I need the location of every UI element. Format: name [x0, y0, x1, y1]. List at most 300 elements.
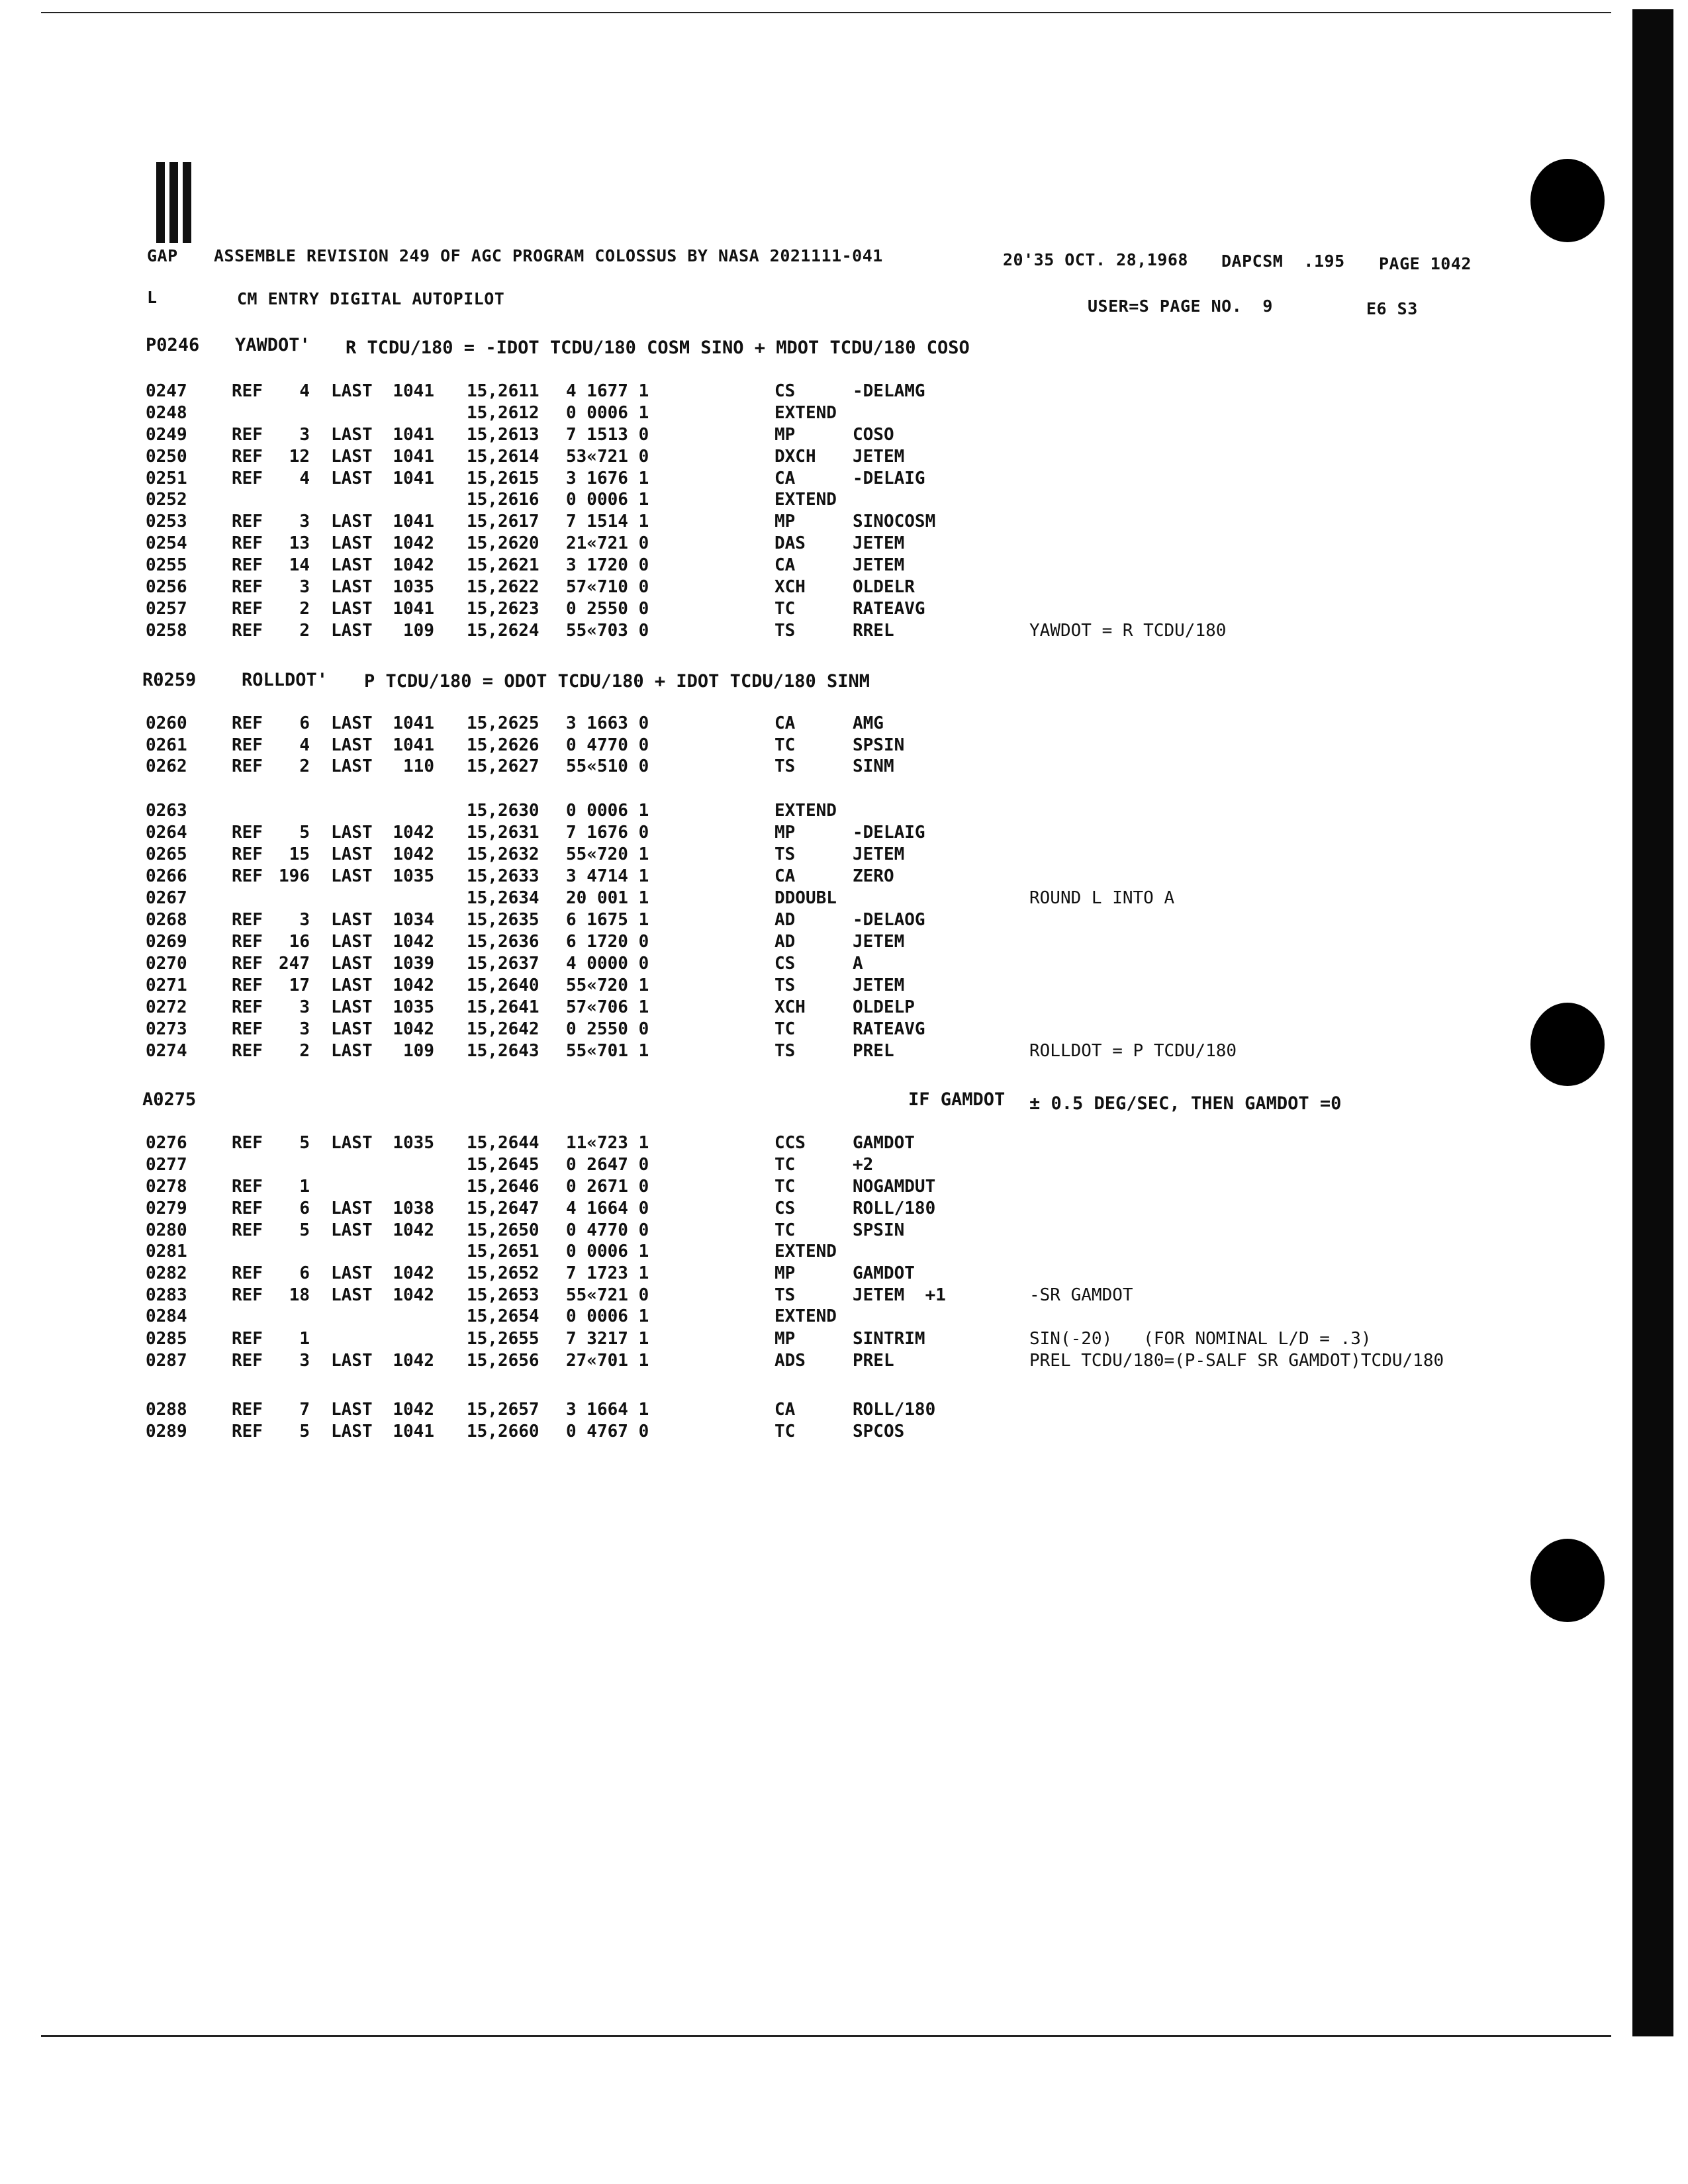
last-label: LAST — [331, 555, 373, 575]
octal-code: 55«720 1 — [566, 844, 649, 864]
opcode: AD — [774, 910, 796, 930]
listing-row — [0, 533, 1688, 556]
address: 15,2625 — [467, 713, 539, 733]
ref-count: 4 — [299, 469, 310, 488]
listing-row — [0, 403, 1688, 426]
ref-count: 3 — [299, 577, 310, 597]
line-number: 0283 — [146, 1285, 187, 1305]
last-page: 1042 — [393, 844, 434, 864]
octal-code: 3 1664 1 — [566, 1400, 649, 1420]
listing-row — [0, 1422, 1688, 1444]
last-label: LAST — [331, 954, 373, 974]
opcode: TC — [774, 599, 796, 619]
ref-label: REF — [232, 1400, 263, 1420]
listing-row — [0, 381, 1688, 404]
opcode: TC — [774, 1177, 796, 1197]
listing-row — [0, 801, 1688, 823]
listing-row — [0, 1220, 1688, 1243]
last-page: 1041 — [393, 713, 434, 733]
address: 15,2630 — [467, 801, 539, 821]
opcode: CCS — [774, 1133, 806, 1153]
opcode: TS — [774, 1041, 796, 1061]
ref-label: REF — [232, 1220, 263, 1240]
octal-code: 57«706 1 — [566, 997, 649, 1017]
octal-code: 55«703 0 — [566, 621, 649, 641]
ref-label: REF — [232, 976, 263, 995]
last-page: 1038 — [393, 1199, 434, 1218]
listing-row — [0, 756, 1688, 779]
opcode: TC — [774, 1220, 796, 1240]
operand: COSO — [853, 425, 894, 445]
ref-count: 13 — [289, 533, 310, 553]
ref-label: REF — [232, 512, 263, 531]
last-page: 1041 — [393, 512, 434, 531]
address: 15,2626 — [467, 735, 539, 755]
address: 15,2631 — [467, 823, 539, 842]
ref-label: REF — [232, 823, 263, 842]
last-page: 1042 — [393, 1019, 434, 1039]
octal-code: 0 4767 0 — [566, 1422, 649, 1441]
last-label: LAST — [331, 735, 373, 755]
address: 15,2623 — [467, 599, 539, 619]
address: 15,2637 — [467, 954, 539, 974]
section-id-roll: R0259 — [142, 670, 197, 690]
section-id-yaw: P0246 — [146, 335, 200, 355]
octal-code: 55«720 1 — [566, 976, 649, 995]
listing-row — [0, 735, 1688, 758]
ref-count: 5 — [299, 1220, 310, 1240]
line-number: 0272 — [146, 997, 187, 1017]
ref-label: REF — [232, 577, 263, 597]
line-number: 0262 — [146, 756, 187, 776]
section-id-gam: A0275 — [142, 1089, 197, 1110]
left-tag: L — [147, 288, 158, 307]
address: 15,2632 — [467, 844, 539, 864]
opcode: TS — [774, 976, 796, 995]
ref-label: REF — [232, 713, 263, 733]
operand: NOGAMDUT — [853, 1177, 936, 1197]
last-page: 1042 — [393, 823, 434, 842]
last-page: 1041 — [393, 735, 434, 755]
opcode: TC — [774, 735, 796, 755]
ref-count: 5 — [299, 823, 310, 842]
listing-row — [0, 1400, 1688, 1422]
listing-row — [0, 997, 1688, 1020]
address: 15,2633 — [467, 866, 539, 886]
listing-row — [0, 1329, 1688, 1351]
address: 15,2640 — [467, 976, 539, 995]
ref-count: 3 — [299, 1351, 310, 1371]
ref-count: 15 — [289, 844, 310, 864]
octal-code: 3 1663 0 — [566, 713, 649, 733]
ref-label: REF — [232, 533, 263, 553]
last-label: LAST — [331, 756, 373, 776]
opcode: CS — [774, 381, 796, 401]
octal-code: 55«510 0 — [566, 756, 649, 776]
line-number: 0276 — [146, 1133, 187, 1153]
operand: PREL — [853, 1351, 894, 1371]
last-label: LAST — [331, 1199, 373, 1218]
last-label: LAST — [331, 512, 373, 531]
last-page: 1041 — [393, 425, 434, 445]
ref-label: REF — [232, 1422, 263, 1441]
operand: JETEM — [853, 932, 905, 952]
operand: ZERO — [853, 866, 894, 886]
address: 15,2641 — [467, 997, 539, 1017]
last-page: 1042 — [393, 976, 434, 995]
listing-row — [0, 954, 1688, 976]
section-label-yaw: YAWDOT' — [235, 335, 310, 355]
last-label: LAST — [331, 1220, 373, 1240]
octal-code: 7 3217 1 — [566, 1329, 649, 1349]
ref-count: 1 — [299, 1329, 310, 1349]
ref-count: 247 — [279, 954, 310, 974]
opcode: TS — [774, 1285, 796, 1305]
line-number: 0252 — [146, 490, 187, 510]
line-number: 0277 — [146, 1155, 187, 1175]
code-ref: E6 S3 — [1366, 299, 1418, 318]
octal-code: 55«701 1 — [566, 1041, 649, 1061]
assembly-title: ASSEMBLE REVISION 249 OF AGC PROGRAM COLOSSUS BY NASA 2021111-041 — [214, 246, 883, 265]
operand: SPSIN — [853, 1220, 905, 1240]
ref-label: REF — [232, 997, 263, 1017]
octal-code: 7 1513 0 — [566, 425, 649, 445]
line-number: 0265 — [146, 844, 187, 864]
ref-count: 2 — [299, 621, 310, 641]
operand: OLDELP — [853, 997, 915, 1017]
opcode: EXTEND — [774, 801, 837, 821]
operand: JETEM — [853, 976, 905, 995]
line-number: 0254 — [146, 533, 187, 553]
opcode: EXTEND — [774, 403, 837, 423]
ref-count: 18 — [289, 1285, 310, 1305]
opcode: MP — [774, 512, 796, 531]
page-number: PAGE 1042 — [1379, 254, 1472, 273]
ref-label: REF — [232, 447, 263, 467]
opcode: CA — [774, 1400, 796, 1420]
line-number: 0250 — [146, 447, 187, 467]
ref-count: 6 — [299, 713, 310, 733]
line-number: 0287 — [146, 1351, 187, 1371]
binder-hole-bottom — [1530, 1539, 1605, 1622]
line-number: 0289 — [146, 1422, 187, 1441]
line-number: 0278 — [146, 1177, 187, 1197]
opcode: EXTEND — [774, 490, 837, 510]
opcode: DDOUBL — [774, 888, 837, 908]
address: 15,2643 — [467, 1041, 539, 1061]
address: 15,2635 — [467, 910, 539, 930]
octal-code: 0 0006 1 — [566, 490, 649, 510]
listing-row — [0, 1306, 1688, 1329]
last-page: 1042 — [393, 1400, 434, 1420]
listing-row — [0, 1019, 1688, 1042]
listing-row — [0, 555, 1688, 578]
line-number: 0269 — [146, 932, 187, 952]
address: 15,2613 — [467, 425, 539, 445]
last-page: 1039 — [393, 954, 434, 974]
operand: JETEM — [853, 555, 905, 575]
listing-row — [0, 1155, 1688, 1177]
octal-code: 4 1677 1 — [566, 381, 649, 401]
last-label: LAST — [331, 823, 373, 842]
octal-code: 3 1676 1 — [566, 469, 649, 488]
last-page: 1035 — [393, 577, 434, 597]
line-number: 0257 — [146, 599, 187, 619]
operand: JETEM +1 — [853, 1285, 946, 1305]
octal-code: 4 0000 0 — [566, 954, 649, 974]
comment: PREL TCDU/180=(P-SALF SR GAMDOT)TCDU/180 — [1029, 1351, 1444, 1371]
binder-hole-top — [1530, 159, 1605, 242]
line-number: 0258 — [146, 621, 187, 641]
octal-code: 21«721 0 — [566, 533, 649, 553]
line-number: 0282 — [146, 1263, 187, 1283]
line-number: 0249 — [146, 425, 187, 445]
octal-code: 55«721 0 — [566, 1285, 649, 1305]
octal-code: 3 4714 1 — [566, 866, 649, 886]
ref-count: 2 — [299, 1041, 310, 1061]
address: 15,2627 — [467, 756, 539, 776]
operand: JETEM — [853, 533, 905, 553]
address: 15,2636 — [467, 932, 539, 952]
ref-label: REF — [232, 621, 263, 641]
address: 15,2644 — [467, 1133, 539, 1153]
line-number: 0273 — [146, 1019, 187, 1039]
last-page: 1035 — [393, 866, 434, 886]
line-number: 0274 — [146, 1041, 187, 1061]
address: 15,2646 — [467, 1177, 539, 1197]
last-page: 1041 — [393, 599, 434, 619]
last-page: 1035 — [393, 1133, 434, 1153]
address: 15,2620 — [467, 533, 539, 553]
last-page: 110 — [403, 756, 434, 776]
ref-count: 4 — [299, 381, 310, 401]
ref-count: 3 — [299, 512, 310, 531]
last-page: 1041 — [393, 1422, 434, 1441]
ref-label: REF — [232, 932, 263, 952]
line-number: 0267 — [146, 888, 187, 908]
ref-count: 14 — [289, 555, 310, 575]
operand: RATEAVG — [853, 1019, 925, 1039]
operand: RREL — [853, 621, 894, 641]
ref-count: 2 — [299, 599, 310, 619]
line-number: 0279 — [146, 1199, 187, 1218]
opcode: EXTEND — [774, 1242, 837, 1261]
operand: OLDELR — [853, 577, 915, 597]
ref-count: 7 — [299, 1400, 310, 1420]
octal-code: 3 1720 0 — [566, 555, 649, 575]
last-label: LAST — [331, 932, 373, 952]
octal-code: 6 1675 1 — [566, 910, 649, 930]
line-number: 0260 — [146, 713, 187, 733]
operand: +2 — [853, 1155, 874, 1175]
last-label: LAST — [331, 1133, 373, 1153]
listing-row — [0, 512, 1688, 534]
line-number: 0261 — [146, 735, 187, 755]
listing-row — [0, 599, 1688, 621]
last-label: LAST — [331, 976, 373, 995]
dap-id: DAPCSM .195 — [1221, 251, 1345, 271]
ref-label: REF — [232, 555, 263, 575]
ref-count: 5 — [299, 1133, 310, 1153]
address: 15,2653 — [467, 1285, 539, 1305]
address: 15,2617 — [467, 512, 539, 531]
listing-row — [0, 910, 1688, 933]
line-number: 0264 — [146, 823, 187, 842]
operand: GAMDOT — [853, 1133, 915, 1153]
octal-code: 0 0006 1 — [566, 1242, 649, 1261]
opcode: TS — [774, 756, 796, 776]
last-label: LAST — [331, 1285, 373, 1305]
opcode: TC — [774, 1019, 796, 1039]
ref-count: 4 — [299, 735, 310, 755]
listing-row — [0, 866, 1688, 889]
address: 15,2652 — [467, 1263, 539, 1283]
line-number: 0288 — [146, 1400, 187, 1420]
line-number: 0280 — [146, 1220, 187, 1240]
octal-code: 0 4770 0 — [566, 735, 649, 755]
address: 15,2624 — [467, 621, 539, 641]
line-number: 0247 — [146, 381, 187, 401]
ref-count: 2 — [299, 756, 310, 776]
operand: ROLL/180 — [853, 1400, 936, 1420]
line-number: 0251 — [146, 469, 187, 488]
address: 15,2616 — [467, 490, 539, 510]
listing-row — [0, 844, 1688, 867]
last-label: LAST — [331, 599, 373, 619]
last-label: LAST — [331, 447, 373, 467]
marker-label: GAP — [147, 246, 178, 265]
line-number: 0270 — [146, 954, 187, 974]
ref-label: REF — [232, 954, 263, 974]
octal-code: 0 2550 0 — [566, 1019, 649, 1039]
opcode: CA — [774, 713, 796, 733]
octal-code: 0 2647 0 — [566, 1155, 649, 1175]
ref-label: REF — [232, 1329, 263, 1349]
last-label: LAST — [331, 1400, 373, 1420]
address: 15,2647 — [467, 1199, 539, 1218]
ref-count: 5 — [299, 1422, 310, 1441]
octal-code: 7 1514 1 — [566, 512, 649, 531]
ref-count: 3 — [299, 910, 310, 930]
listing-row — [0, 1285, 1688, 1308]
operand: SPSIN — [853, 735, 905, 755]
last-label: LAST — [331, 997, 373, 1017]
line-number: 0266 — [146, 866, 187, 886]
ref-label: REF — [232, 599, 263, 619]
octal-code: 7 1723 1 — [566, 1263, 649, 1283]
address: 15,2660 — [467, 1422, 539, 1441]
last-page: 1041 — [393, 381, 434, 401]
last-label: LAST — [331, 910, 373, 930]
last-page: 1042 — [393, 1351, 434, 1371]
octal-code: 0 2671 0 — [566, 1177, 649, 1197]
opcode: MP — [774, 425, 796, 445]
address: 15,2634 — [467, 888, 539, 908]
opcode: MP — [774, 1263, 796, 1283]
operand: ROLL/180 — [853, 1199, 936, 1218]
octal-code: 27«701 1 — [566, 1351, 649, 1371]
comment: ROLLDOT = P TCDU/180 — [1029, 1041, 1237, 1061]
comment: ROUND L INTO A — [1029, 888, 1175, 908]
octal-code: 0 0006 1 — [566, 403, 649, 423]
line-number: 0271 — [146, 976, 187, 995]
octal-code: 6 1720 0 — [566, 932, 649, 952]
ref-count: 3 — [299, 997, 310, 1017]
ref-label: REF — [232, 381, 263, 401]
address: 15,2642 — [467, 1019, 539, 1039]
last-page: 1042 — [393, 1220, 434, 1240]
listing-row — [0, 1133, 1688, 1156]
opcode: MP — [774, 823, 796, 842]
ref-count: 12 — [289, 447, 310, 467]
octal-code: 0 0006 1 — [566, 801, 649, 821]
last-label: LAST — [331, 866, 373, 886]
opcode: TS — [774, 621, 796, 641]
line-number: 0248 — [146, 403, 187, 423]
line-number: 0285 — [146, 1329, 187, 1349]
operand: SINM — [853, 756, 894, 776]
octal-code: 7 1676 0 — [566, 823, 649, 842]
ref-label: REF — [232, 866, 263, 886]
ref-label: REF — [232, 1285, 263, 1305]
last-label: LAST — [331, 533, 373, 553]
address: 15,2654 — [467, 1306, 539, 1326]
last-label: LAST — [331, 577, 373, 597]
listing-row — [0, 1041, 1688, 1064]
last-page: 109 — [403, 621, 434, 641]
operand: JETEM — [853, 447, 905, 467]
operand: GAMDOT — [853, 1263, 915, 1283]
listing-row — [0, 1263, 1688, 1286]
opcode: CS — [774, 954, 796, 974]
line-number: 0263 — [146, 801, 187, 821]
last-label: LAST — [331, 1351, 373, 1371]
last-label: LAST — [331, 1019, 373, 1039]
octal-code: 0 2550 0 — [566, 599, 649, 619]
address: 15,2611 — [467, 381, 539, 401]
opcode: XCH — [774, 577, 806, 597]
octal-code: 0 4770 0 — [566, 1220, 649, 1240]
operand: RATEAVG — [853, 599, 925, 619]
last-label: LAST — [331, 425, 373, 445]
opcode: CA — [774, 866, 796, 886]
last-page: 109 — [403, 1041, 434, 1061]
listing-row — [0, 621, 1688, 643]
opcode: DXCH — [774, 447, 816, 467]
ref-label: REF — [232, 1351, 263, 1371]
section-formula-yaw: R TCDU/180 = -IDOT TCDU/180 COSM SINO + MDOT TCDU/180 COSO — [346, 338, 970, 358]
opcode: CS — [774, 1199, 796, 1218]
address: 15,2657 — [467, 1400, 539, 1420]
ref-count: 3 — [299, 425, 310, 445]
ref-label: REF — [232, 756, 263, 776]
section-formula-roll: P TCDU/180 = ODOT TCDU/180 + IDOT TCDU/180 SINM — [364, 671, 870, 692]
address: 15,2612 — [467, 403, 539, 423]
ref-count: 196 — [279, 866, 310, 886]
comment: -SR GAMDOT — [1029, 1285, 1133, 1305]
operand: JETEM — [853, 844, 905, 864]
section-label-roll: ROLLDOT' — [242, 670, 328, 690]
address: 15,2621 — [467, 555, 539, 575]
last-page: 1042 — [393, 1263, 434, 1283]
ref-count: 6 — [299, 1263, 310, 1283]
octal-code: 57«710 0 — [566, 577, 649, 597]
user-page-no: USER=S PAGE NO. 9 — [1088, 296, 1273, 316]
operand: PREL — [853, 1041, 894, 1061]
operand: -DELAIG — [853, 823, 925, 842]
line-number: 0268 — [146, 910, 187, 930]
octal-code: 0 0006 1 — [566, 1306, 649, 1326]
